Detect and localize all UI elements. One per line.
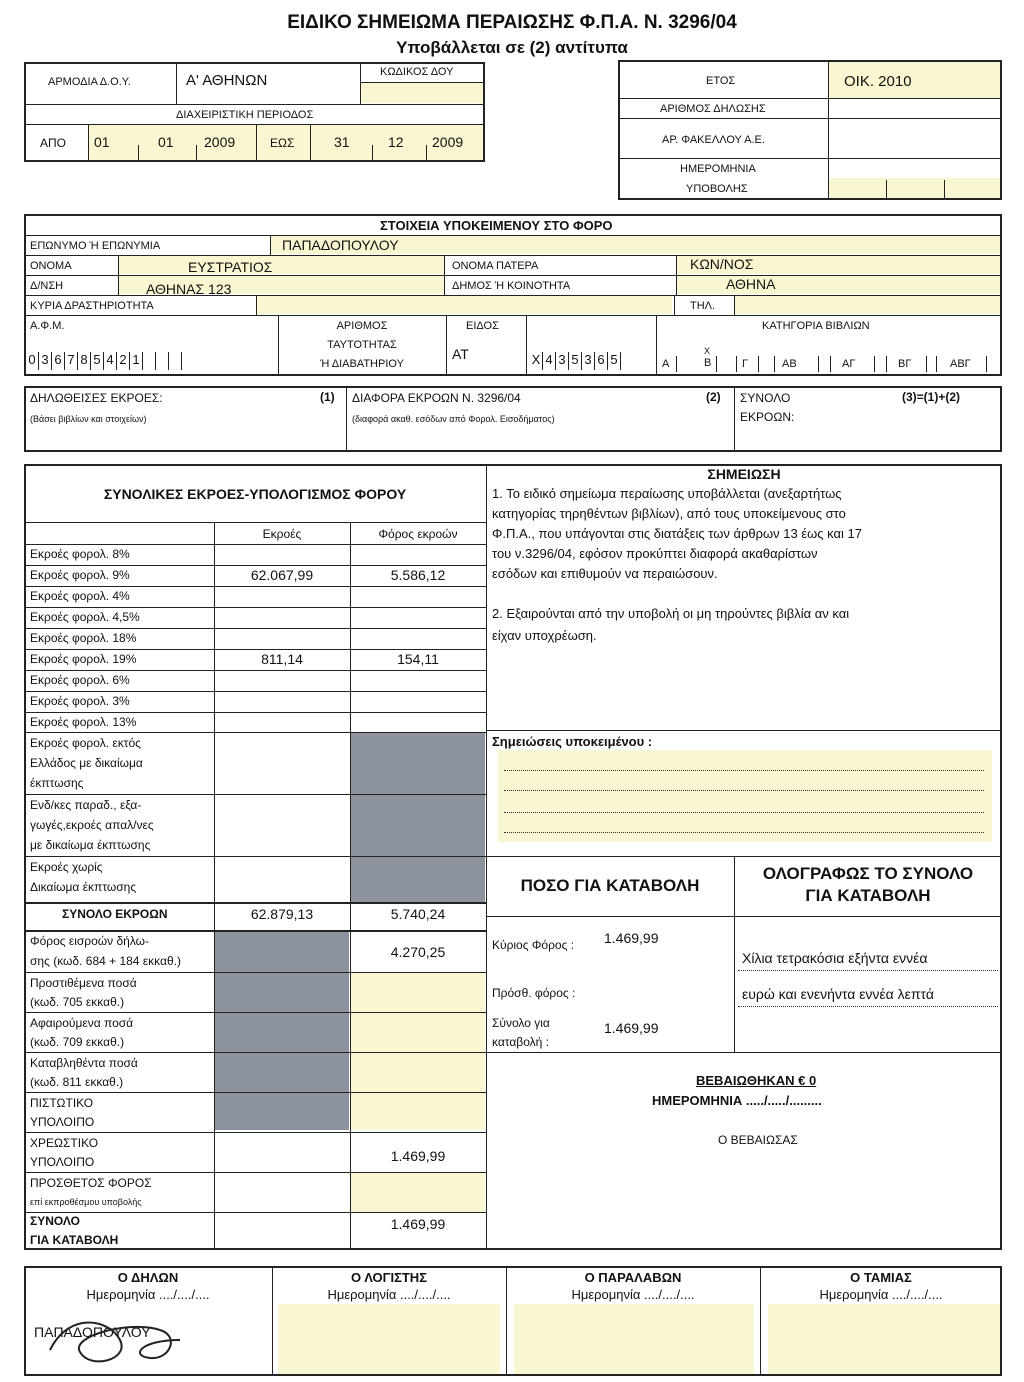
rate-row-label: Εκροές φορολ. 6%	[30, 673, 130, 687]
onoma-label: ΟΝΟΜΑ	[30, 260, 72, 272]
note-line: 1. Το ειδικό σημείωμα περαίωσης υποβάλλεται (ανεξαρτήτως	[492, 486, 842, 501]
note-line: είχαν υποχρέωση.	[492, 628, 597, 643]
cat-b[interactable]: Β	[704, 357, 712, 369]
afair-label-1: Αφαιρούμενα ποσά	[30, 1016, 134, 1030]
prosth-foros-label: Πρόσθ. φόρος :	[492, 986, 576, 1000]
digit-cell[interactable]: 3	[582, 352, 595, 370]
cat-ag[interactable]: ΑΓ	[842, 358, 856, 370]
col-ekroes: Εκροές	[262, 527, 302, 541]
digit-cell[interactable]: 5	[608, 352, 621, 370]
katab-label-1: Καταβληθέντα ποσά	[30, 1056, 138, 1070]
dimos-value[interactable]: ΑΘΗΝΑ	[726, 276, 776, 292]
cat-x-mark: Χ	[704, 346, 711, 356]
digit-cell[interactable]: 6	[595, 352, 608, 370]
digit-cell[interactable]: Χ	[530, 352, 543, 370]
kyrios-foros-value[interactable]: 1.469,99	[604, 930, 659, 946]
note-line: κατηγορίας τηρηθέντων βιβλίων), από τους υποκείμενους στο	[492, 506, 846, 521]
eidos-label: ΕΙΔΟΣ	[466, 320, 499, 332]
onoma-patera-label: ΟΝΟΜΑ ΠΑΤΕΡΑ	[452, 260, 539, 272]
arithmos-fakelou-label: ΑΡ. ΦΑΚΕΛΛΟΥ Α.Ε.	[662, 134, 765, 146]
cat-bg[interactable]: ΒΓ	[898, 358, 912, 370]
onoma-patera-value[interactable]: ΚΩΝ/ΝΟΣ	[690, 256, 754, 272]
signed-name: ΠΑΠΑΔΟΠΟΥΛΟΥ	[34, 1324, 151, 1340]
arithmos-label: ΑΡΙΘΜΟΣ	[336, 320, 388, 332]
digit-cell[interactable]	[156, 352, 169, 370]
endo-label-3: με δικαίωμα έκπτωσης	[30, 838, 151, 852]
eisroon-label-1: Φόρος εισροών δήλω-	[30, 934, 150, 948]
id-number-digits[interactable]	[530, 352, 621, 370]
ektos-label-3: έκπτωσης	[30, 776, 84, 790]
totals-title: ΣΥΝΟΛΙΚΕΣ ΕΚΡΟΕΣ-ΥΠΟΛΟΓΙΣΜΟΣ ΦΟΡΟΥ	[103, 486, 407, 502]
note-line: του ν.3296/04, εφόσον προκύπτει διαφορά ακαθαρίστων	[492, 546, 818, 561]
bebaiosas-label: Ο ΒΕΒΑΙΩΣΑΣ	[718, 1133, 798, 1147]
amount-words-1[interactable]: Χίλια τετρακόσια εξήντα εννέα	[742, 950, 928, 966]
kyrios-foros-label: Κύριος Φόρος :	[492, 938, 575, 952]
declared-num2: (2)	[706, 390, 721, 404]
rate-row-foros[interactable]: 5.586,12	[390, 567, 446, 583]
dilon-label: Ο ΔΗΛΩΝ	[117, 1270, 179, 1285]
amount-words-2[interactable]: ευρώ και ενενήντα εννέα λεπτά	[742, 986, 934, 1002]
poso-katabolh-title: ΠΟΣΟ ΓΙΑ ΚΑΤΑΒΟΛΗ	[520, 876, 700, 895]
dnsi-value[interactable]: ΑΘΗΝΑΣ 123	[146, 281, 232, 297]
digit-cell[interactable]: 3	[39, 352, 52, 370]
armodia-doy-label: ΑΡΜΟΔΙΑ Δ.Ο.Υ.	[48, 76, 131, 88]
taxpayer-section-title: ΣΤΟΙΧΕΙΑ ΥΠΟΚΕΙΜΕΝΟΥ ΣΤΟ ΦΟΡΟ	[380, 218, 613, 233]
rate-row-label: Εκροές φορολ. 3%	[30, 694, 130, 708]
remarks-label: Σημειώσεις υποκειμένου :	[492, 734, 653, 749]
digit-cell[interactable]: 4	[543, 352, 556, 370]
katab-label-2: (κωδ. 811 εκκαθ.)	[30, 1075, 124, 1089]
olografos-title-1: ΟΛΟΓΡΑΦΩΣ ΤΟ ΣΥΝΟΛΟ	[762, 864, 974, 883]
paralabon-date: Ημερομηνία ..../..../....	[571, 1287, 695, 1302]
xreostiko-label-1: ΧΡΕΩΣΤΙΚΟ	[30, 1136, 99, 1150]
eponymo-value[interactable]: ΠΑΠΑΔΟΠΟΥΛΟΥ	[282, 237, 399, 253]
etos-value[interactable]: ΟΙΚ. 2010	[844, 73, 912, 90]
synolo-katabolh-label-1: ΣΥΝΟΛΟ	[30, 1214, 80, 1228]
digit-cell[interactable]: 4	[104, 352, 117, 370]
eisroon-label-2: σης (κωδ. 684 + 184 εκκαθ.)	[30, 954, 181, 968]
eponymo-label: ΕΠΩΝΥΜΟ Ή ΕΠΩΝΥΜΙΑ	[30, 240, 161, 252]
digit-cell[interactable]: 5	[569, 352, 582, 370]
arithmos-dilosis-label: ΑΡΙΘΜΟΣ ΔΗΛΩΣΗΣ	[660, 103, 766, 115]
drastiriotita-label: ΚΥΡΙΑ ΔΡΑΣΤΗΡΙΟΤΗΤΑ	[30, 300, 154, 312]
bebaiothikan-label: ΒΕΒΑΙΩΘΗΚΑΝ € 0	[696, 1073, 817, 1088]
apo-label: ΑΠΟ	[40, 136, 67, 150]
eidos-value[interactable]: ΑΤ	[452, 346, 469, 362]
digit-cell[interactable]: 5	[91, 352, 104, 370]
paralabon-label: Ο ΠΑΡΑΛΑΒΩΝ	[584, 1270, 682, 1285]
declared-num1: (1)	[320, 390, 335, 404]
diafora-label: ΔΙΑΦΟΡΑ ΕΚΡΟΩΝ Ν. 3296/04	[352, 391, 521, 405]
prosthetos-label-2: επί εκπροθέσμου υποβολής	[30, 1197, 142, 1207]
digit-cell[interactable]	[143, 352, 156, 370]
from-month[interactable]: 01	[158, 134, 174, 150]
diavatiriou-label: Ή ΔΙΑΒΑΤΗΡΙΟΥ	[320, 358, 404, 370]
rate-row-label: Εκροές φορολ. 19%	[30, 652, 137, 666]
form-subtitle: Υποβάλλεται σε (2) αντίτυπα	[396, 38, 628, 57]
dimos-label: ΔΗΜΟΣ Ή ΚΟΙΝΟΤΗΤΑ	[452, 280, 571, 292]
imerominia-label: ΗΜΕΡΟΜΗΝΙΑ	[680, 163, 756, 175]
ektos-label-2: Ελλάδος με δικαίωμα	[30, 756, 143, 770]
afm-label: Α.Φ.Μ.	[30, 320, 65, 332]
note-title: ΣΗΜΕΙΩΣΗ	[707, 466, 781, 482]
synolo-ekroon-label: ΣΥΝΟΛΟ	[740, 391, 791, 405]
digit-cell[interactable]: 2	[117, 352, 130, 370]
ypovolis-label: ΥΠΟΒΟΛΗΣ	[686, 183, 748, 195]
taftotitas-label: ΤΑΥΤΟΤΗΤΑΣ	[327, 339, 397, 351]
rate-row-label: Εκροές φορολ. 4,5%	[30, 610, 140, 624]
ekroon-label: ΕΚΡΟΩΝ:	[740, 410, 795, 424]
katigoria-label: ΚΑΤΗΓΟΡΙΑ ΒΙΒΛΙΩΝ	[762, 320, 870, 332]
xoris-label-2: Δικαίωμα έκπτωσης	[30, 880, 137, 894]
logistis-date: Ημερομηνία ..../..../....	[327, 1287, 451, 1302]
digit-cell[interactable]: 7	[65, 352, 78, 370]
armodia-doy-value[interactable]: Α' ΑΘΗΝΩΝ	[186, 72, 268, 89]
col-foros-ekroon: Φόρος εκροών	[378, 527, 458, 541]
ektos-label-1: Εκροές φορολ. εκτός	[30, 736, 141, 750]
endo-label-1: Ενδ/κες παραδ., εξα-	[30, 798, 142, 812]
synolo-katabolh-payment-value[interactable]: 1.469,99	[604, 1020, 659, 1036]
synolo-katabolh-value[interactable]: 1.469,99	[390, 1216, 446, 1232]
rate-row-label: Εκροές φορολ. 8%	[30, 547, 130, 561]
kodikos-doy-label: ΚΩΔΙΚΟΣ ΔΟΥ	[380, 66, 454, 78]
prost-label-1: Προστιθέμενα ποσά	[30, 976, 137, 990]
logistis-label: Ο ΛΟΓΙΣΤΗΣ	[350, 1270, 428, 1285]
synolo-gia-label-1: Σύνολο για	[492, 1016, 550, 1030]
signature-scribble	[30, 1300, 210, 1372]
rate-row-label: Εκροές φορολ. 9%	[30, 568, 130, 582]
rate-row-ekroes[interactable]: 811,14	[261, 651, 303, 667]
eisroon-value[interactable]: 4.270,25	[390, 944, 446, 960]
dnsi-label: Δ/ΝΣΗ	[30, 280, 64, 292]
form-title: ΕΙΔΙΚΟ ΣΗΜΕΙΩΜΑ ΠΕΡΑΙΩΣΗΣ Φ.Π.Α. Ν. 3296/04	[287, 12, 737, 33]
rate-row-label: Εκροές φορολ. 13%	[30, 715, 137, 729]
etos-label: ΕΤΟΣ	[706, 75, 736, 87]
rate-row-ekroes[interactable]: 62.067,99	[250, 567, 314, 583]
to-year[interactable]: 2009	[432, 134, 464, 150]
xreostiko-label-2: ΥΠΟΛΟΙΠΟ	[30, 1155, 95, 1169]
declared-sub: (Βάσει βιβλίων και στοιχείων)	[30, 414, 147, 424]
note-line: εσόδων και επιθυμούν να περαιώσουν.	[492, 566, 718, 581]
prost-label-2: (κωδ. 705 εκκαθ.)	[30, 995, 125, 1009]
cat-a[interactable]: Α	[662, 358, 670, 370]
to-day[interactable]: 31	[334, 134, 350, 150]
declared-num3: (3)=(1)+(2)	[902, 390, 961, 404]
digit-cell[interactable]: 6	[52, 352, 65, 370]
bebaiothikan-date: ΗΜΕΡΟΜΗΝΙΑ ...../...../.........	[652, 1093, 822, 1108]
afm-digits[interactable]	[26, 352, 182, 370]
endo-label-2: γωγές,εκροές απαλ/νες	[30, 818, 154, 832]
tamias-label: Ο ΤΑΜΙΑΣ	[850, 1270, 912, 1285]
cat-ab[interactable]: ΑΒ	[782, 358, 797, 370]
period-label: ΔΙΑΧΕΙΡΙΣΤΙΚΗ ΠΕΡΙΟΔΟΣ	[176, 109, 314, 121]
digit-cell[interactable]	[169, 352, 182, 370]
rate-row-foros[interactable]: 154,11	[397, 651, 439, 667]
olografos-title-2: ΓΙΑ ΚΑΤΑΒΟΛΗ	[805, 886, 931, 905]
note-line: Φ.Π.Α., που υπάγονται στις διατάξεις των άρθρων 13 έως και 17	[492, 526, 862, 541]
synolo-ekroes-value[interactable]: 62.879,13	[250, 906, 314, 922]
cat-g[interactable]: Γ	[742, 358, 749, 370]
to-month[interactable]: 12	[388, 134, 404, 150]
rate-row-label: Εκροές φορολ. 18%	[30, 631, 137, 645]
digit-cell[interactable]: 8	[78, 352, 91, 370]
diafora-sub: (διαφορά ακαθ. εσόδων από Φορολ. Εισοδήματος)	[352, 414, 555, 424]
eos-label: ΕΩΣ	[270, 136, 295, 150]
pistotiko-label-1: ΠΙΣΤΩΤΙΚΟ	[30, 1096, 94, 1110]
afair-label-2: (κωδ. 709 εκκαθ.)	[30, 1035, 125, 1049]
synolo-gia-label-2: καταβολή :	[492, 1035, 549, 1049]
rate-row-label: Εκροές φορολ. 4%	[30, 589, 130, 603]
digit-cell[interactable]: 1	[130, 352, 143, 370]
synolo-foros-value[interactable]: 5.740,24	[390, 906, 446, 922]
synolo-ekroon-row-label: ΣΥΝΟΛΟ ΕΚΡΟΩΝ	[62, 907, 168, 921]
digit-cell[interactable]: 0	[26, 352, 39, 370]
dilon-date: Ημερομηνία ..../..../....	[86, 1287, 210, 1302]
pistotiko-label-2: ΥΠΟΛΟΙΠΟ	[30, 1115, 95, 1129]
onoma-value[interactable]: ΕΥΣΤΡΑΤΙΟΣ	[188, 259, 273, 275]
declared-label: ΔΗΛΩΘΕΙΣΕΣ ΕΚΡΟΕΣ:	[30, 391, 163, 405]
digit-cell[interactable]: 3	[556, 352, 569, 370]
til-label: ΤΗΛ.	[690, 300, 716, 312]
cat-abg[interactable]: ΑΒΓ	[950, 358, 971, 370]
synolo-katabolh-label-2: ΓΙΑ ΚΑΤΑΒΟΛΗ	[30, 1233, 119, 1247]
xoris-label-1: Εκροές χωρίς	[30, 860, 103, 874]
from-year[interactable]: 2009	[204, 134, 236, 150]
from-day[interactable]: 01	[94, 134, 110, 150]
prosthetos-label-1: ΠΡΟΣΘΕΤΟΣ ΦΟΡΟΣ	[30, 1176, 152, 1190]
xreostiko-value[interactable]: 1.469,99	[390, 1148, 446, 1164]
note-line: 2. Εξαιρούνται από την υποβολή οι μη τηρούντες βιβλία αν και	[492, 606, 850, 621]
tamias-date: Ημερομηνία ..../..../....	[819, 1287, 943, 1302]
